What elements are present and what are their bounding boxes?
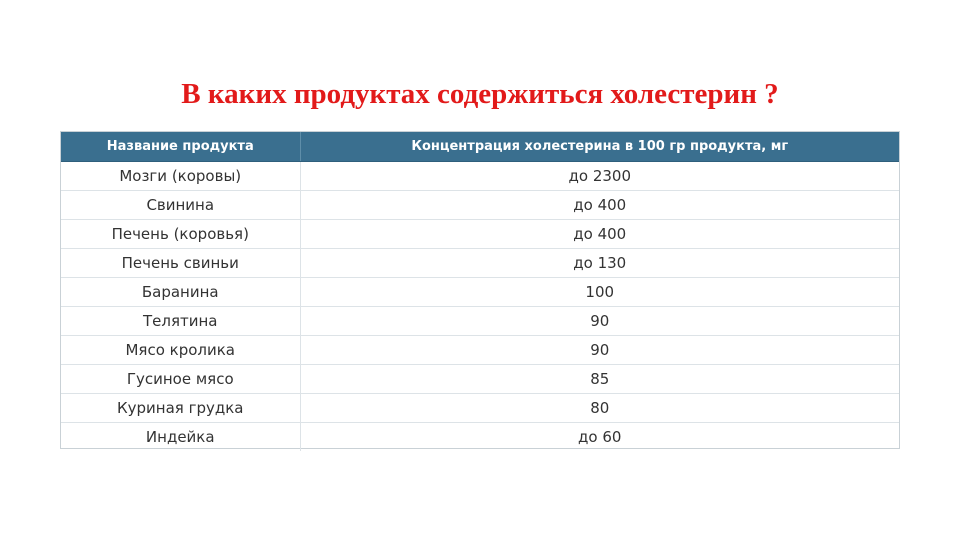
cholesterol-value-cell: до 60 [578,428,622,446]
table-row [61,307,899,336]
cholesterol-table-container [60,131,900,449]
header-product-name: Название продукта [61,132,300,162]
cholesterol-table [61,132,899,451]
cholesterol-value-cell: 80 [300,394,899,423]
cholesterol-value-cell: до 400 [300,191,899,220]
product-name-cell: Куриная грудка [61,394,300,423]
table-row [61,191,899,220]
table-row [61,162,899,191]
cholesterol-value-cell: 90 [300,307,899,336]
product-name-cell: Мозги (коровы) [61,162,300,191]
cholesterol-value-cell: до 2300 [300,162,899,191]
header-cholesterol-concentration: Концентрация холестерина в 100 гр продукта, мг [300,132,899,162]
cholesterol-value-cell: 90 [300,336,899,365]
table-row [61,423,899,452]
product-name-cell: Печень (коровья) [61,220,300,249]
product-name-cell: Телятина [61,307,300,336]
table-row [61,336,899,365]
product-name-cell: Свинина [61,191,300,220]
cholesterol-value-cell: 85 [300,365,899,394]
product-name-cell: Баранина [61,278,300,307]
cholesterol-value-cell: до 400 [300,220,899,249]
cholesterol-value-cell: до 130 [300,249,899,278]
table-row [61,249,899,278]
table-row [61,220,899,249]
table-row [61,278,899,307]
cholesterol-value-cell: 100 [300,278,899,307]
table-row [61,394,899,423]
slide-title: В каких продуктах содержиться холестерин ? [181,78,779,110]
product-name-cell: Мясо кролика [61,336,300,365]
product-name-cell: Индейка [61,423,300,452]
table-header-row [61,132,899,162]
product-name-cell: Печень свиньи [61,249,300,278]
product-name-cell: Гусиное мясо [61,365,300,394]
table-row [61,365,899,394]
